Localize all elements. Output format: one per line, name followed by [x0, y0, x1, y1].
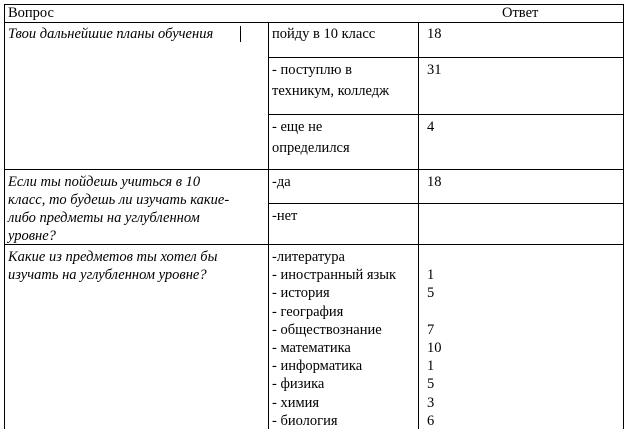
- answer-value: 18: [427, 26, 442, 42]
- subject-value: 6: [427, 412, 435, 429]
- subject-value: 7: [427, 321, 435, 338]
- question-line: изучать на углубленном уровне?: [8, 267, 207, 283]
- subject-label: - химия: [272, 394, 320, 411]
- option-label-line: определился: [272, 140, 350, 156]
- row-divider: [268, 114, 624, 115]
- subject-value: 1: [427, 358, 435, 375]
- column-divider: [418, 22, 419, 429]
- answer-value: 18: [427, 174, 442, 190]
- subject-label: - история: [272, 285, 330, 302]
- table-border-left: [4, 4, 5, 429]
- subject-value: 10: [427, 339, 442, 356]
- table-border-right: [623, 4, 624, 429]
- text-cursor: [240, 26, 241, 42]
- subject-value: 5: [427, 376, 435, 393]
- row-divider: [4, 244, 624, 245]
- subject-value: 3: [427, 394, 435, 411]
- question-line: уровне?: [8, 228, 56, 244]
- header-answer: Ответ: [502, 5, 539, 21]
- subject-label: - география: [272, 303, 344, 320]
- subject-label: - математика: [272, 340, 351, 357]
- question-line: класс, то будешь ли изучать какие-: [8, 192, 230, 208]
- answer-value: 31: [427, 62, 442, 78]
- subject-label: - иностранный язык: [272, 267, 397, 284]
- option-label-line: - еще не: [272, 119, 323, 135]
- question-line: либо предметы на углубленном: [8, 210, 200, 226]
- column-divider: [268, 22, 269, 429]
- option-label: пойду в 10 класс: [272, 26, 376, 42]
- row-divider: [268, 57, 624, 58]
- subject-list: [272, 248, 396, 430]
- option-label: -нет: [272, 208, 298, 224]
- subject-value: 5: [427, 285, 435, 302]
- subject-value: 1: [427, 267, 435, 284]
- option-label-line: техникум, колледж: [272, 83, 390, 99]
- answer-value: 4: [427, 119, 435, 135]
- row-divider: [268, 203, 624, 204]
- subject-label: - физика: [272, 376, 325, 393]
- header-question: Вопрос: [8, 5, 54, 21]
- question-line: Если ты пойдешь учиться в 10: [8, 174, 201, 190]
- subject-label: - биология: [272, 412, 338, 429]
- question-text: Твои дальнейшие планы обучения: [8, 26, 214, 42]
- subject-label: - обществознание: [272, 321, 382, 338]
- row-divider: [4, 169, 624, 170]
- question-line: Какие из предметов ты хотел бы: [8, 249, 218, 265]
- subject-label: -литература: [272, 249, 345, 265]
- option-label: -да: [272, 174, 291, 190]
- subject-value: [427, 303, 442, 321]
- subject-values: [427, 248, 442, 430]
- subject-label: - информатика: [272, 358, 363, 375]
- option-label-line: - поступлю в: [272, 62, 352, 78]
- subject-value: [427, 248, 442, 266]
